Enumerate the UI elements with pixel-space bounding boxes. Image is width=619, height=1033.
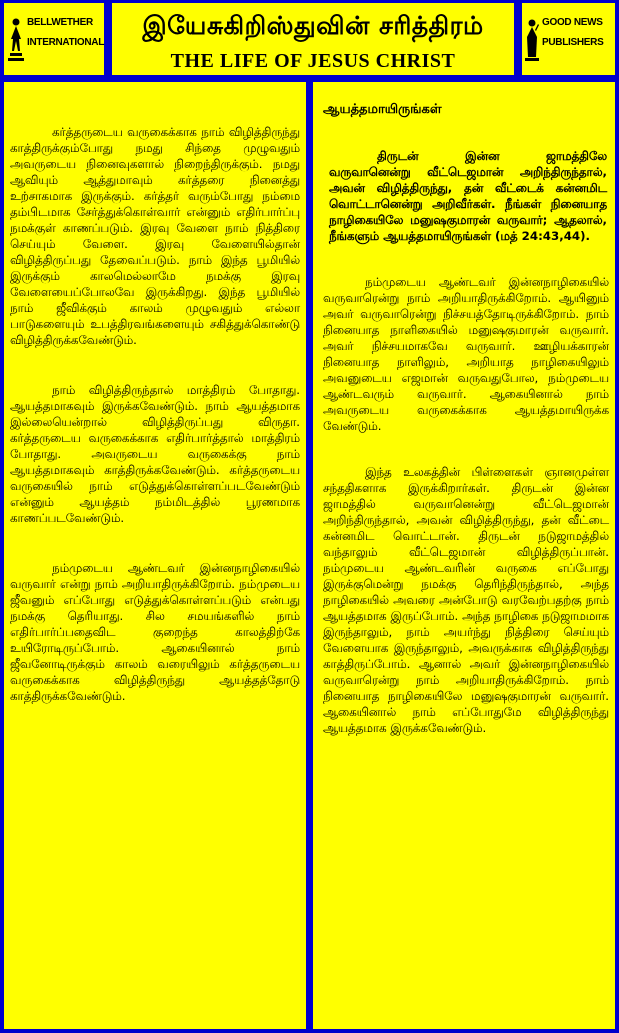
- section-title: ஆயத்தமாயிருங்கள்: [323, 102, 442, 117]
- good-news-logo-text: GOOD NEWS PUBLISHERS: [542, 17, 604, 48]
- left-paragraph-3: நம்முடைய ஆண்டவர் இன்னநாழிகையில் வருவார் என்று நாம் அறியாதிருக்கிறோம். நம்முடைய ஜீவனும் எப்போது எடுத்துக்கொள்ளப்படும் என்பது நமக்கு தெரியாது. சில சமயங்களில் நாம் எதிர்பார்ப்பதைவிட குறைந்த காலத்திற்கே உயிரோடிருப்போம். ஆகையினால் நாம் ஜீவனோடிருக்கும் காலம் வரையிலும் கர்த்தருடைய வருகைக்காக விழித்திருந்து ஆயத்தத்தோடு காத்திருக்கவேண்டும்.: [10, 561, 300, 703]
- header-title-box: [112, 3, 514, 75]
- right-column: [313, 82, 615, 1029]
- bellwether-logo-box: [4, 3, 104, 75]
- right-paragraph-2: இந்த உலகத்தின் பிள்ளைகள் ஞானமுள்ள சந்ததிகளாக இருக்கிறார்கள். திருடன் இன்ன ஜாமத்தில் வருவானென்று வீட்டெஜமான் அறிந்திருந்தால், அவன் விழித்திருந்து, தன் வீட்டை கன்னமிட வொட்டான். திருடன் நடுஜாமத்தில் வந்தாலும் வீட்டெஜமான் விழித்திருப்பான். நம்முடைய ஆண்டவரின் வருகை எப்போது இருக்குமென்று நமக்கு தெரிந்திருந்தால், அந்த நாழிகையில் அவரை அன்போடு வரவேற்பதற்கு நாம் ஆயத்தமாக இருப்போம். அந்த நாழிகை நடுஜாமமாக இருந்தாலும், நாம் அயர்ந்து நித்திரை செய்யும் வேளையாக இருந்தாலும், அவருக்காக விழித்திருந்து காத்திருப்போம். ஆனால் அவர் இன்னநாழிகையில் வருவாரென்று நாம் அறியாதிருக்கிறோம். நாம் நினையாத நாழிகையிலே மனுஷகுமாரன் வருவார். ஆகையினால் நாம் எப்போதுமே விழித்திருந்து ஆயத்தமாக இருக்கவேண்டும்.: [323, 465, 609, 735]
- right-paragraph-1: நம்முடைய ஆண்டவர் இன்னநாழிகையில் வருவாரென்று நாம் அறியாதிருக்கிறோம். ஆயினும் அவர் வருவாரென்று நிச்சயத்தோடிருக்கிறோம். நாம் நினையாத நாளிகையில் மனுஷகுமாரன் வருவார். அவர் நிச்சயமாகவே வருவார். ஊழியக்காரன் நினையாத நாளிலும், அறியாத நாழிகையிலும் அவனுடைய எஜமான் வருவதுபோல, நம்முடைய ஆண்டவரும் வருவார். ஆகையினால் நாம் அவருடைய வருகைக்காக ஆயத்தமாயிருக்க வேண்டும்.: [323, 275, 609, 433]
- title-tamil: இயேசுகிறிஸ்துவின் சரித்திரம்: [142, 11, 484, 40]
- figure-icon: [8, 17, 24, 65]
- left-column: [4, 82, 306, 1029]
- good-news-logo-box: [522, 3, 615, 75]
- bellwether-logo-text: BELLWETHER INTERNATIONAL: [27, 17, 105, 48]
- left-paragraph-2: நாம் விழித்திருந்தால் மாத்திரம் போதாது. ஆயத்தமாகவும் இருக்கவேண்டும். நாம் ஆயத்தமாக இல்லையென்றால் விழித்திருப்பது விருதா. கர்த்தருடைய வருகைக்காக எதிர்பார்த்தால் மாத்திரம் போதாது. அவருடைய வருகைக்கு நாம் ஆயத்தமாகவும் காத்திருக்கவேண்டும். கர்த்தருடைய வருகையில் நாம் எடுத்துக்கொள்ளப்படவேண்டும் என்னும் ஆயத்தம் நம்மிடத்தில் பூரணமாக காணப்படவேண்டும்.: [10, 383, 300, 525]
- scripture-verse: திருடன் இன்ன ஜாமத்திலே வருவானென்று வீட்டெஜமான் அறிந்திருந்தால், அவன் விழித்திருந்து, தன் வீட்டைக் கன்னமிட வொட்டானென்று அறிவீர்கள். நீங்கள் நினையாத நாழிகையிலே மனுஷகுமாரன் வருவார்; ஆதலால், நீங்களும் ஆயத்தமாயிருங்கள் (மத் 24:43,44).: [329, 149, 607, 243]
- left-paragraph-1: கர்த்தருடைய வருகைக்காக நாம் விழித்திருந்து காத்திருக்கும்போது நமது சிந்தை முழுவதும் அவருடைய நினைவுகளால் நிறைந்திருக்கும். நமது ஆவியும் ஆத்துமாவும் கர்த்தரை நினைத்து உற்சாகமாக இருக்கும். கர்த்தர் வரும்போது நம்மை தம்பிடமாக சேர்த்துக்கொள்வார் என்னும் எதிர்பார்ப்பு நமக்குள் காணப்படும். இரவு வேளை நாம் நித்திரை செய்யும் வேளை. இரவு வேளையில்தான் விழித்திருப்பது தேவைப்படும். நாம் இந்த பூமியில் இருக்கும் காலமெல்லாமே நமக்கு இரவு வேளையைப்போலவே இருக்கிறது. இந்த பூமியில் நாம் ஜீவிக்கும் காலம் முழுவதும் எல்லா பாடுகளையும் உபத்திரவங்களையும் சகித்துக்கொண்டு விழித்திருக்கவேண்டும்.: [10, 125, 300, 347]
- title-english: THE LIFE OF JESUS CHRIST: [170, 50, 456, 72]
- preacher-icon: [525, 17, 539, 65]
